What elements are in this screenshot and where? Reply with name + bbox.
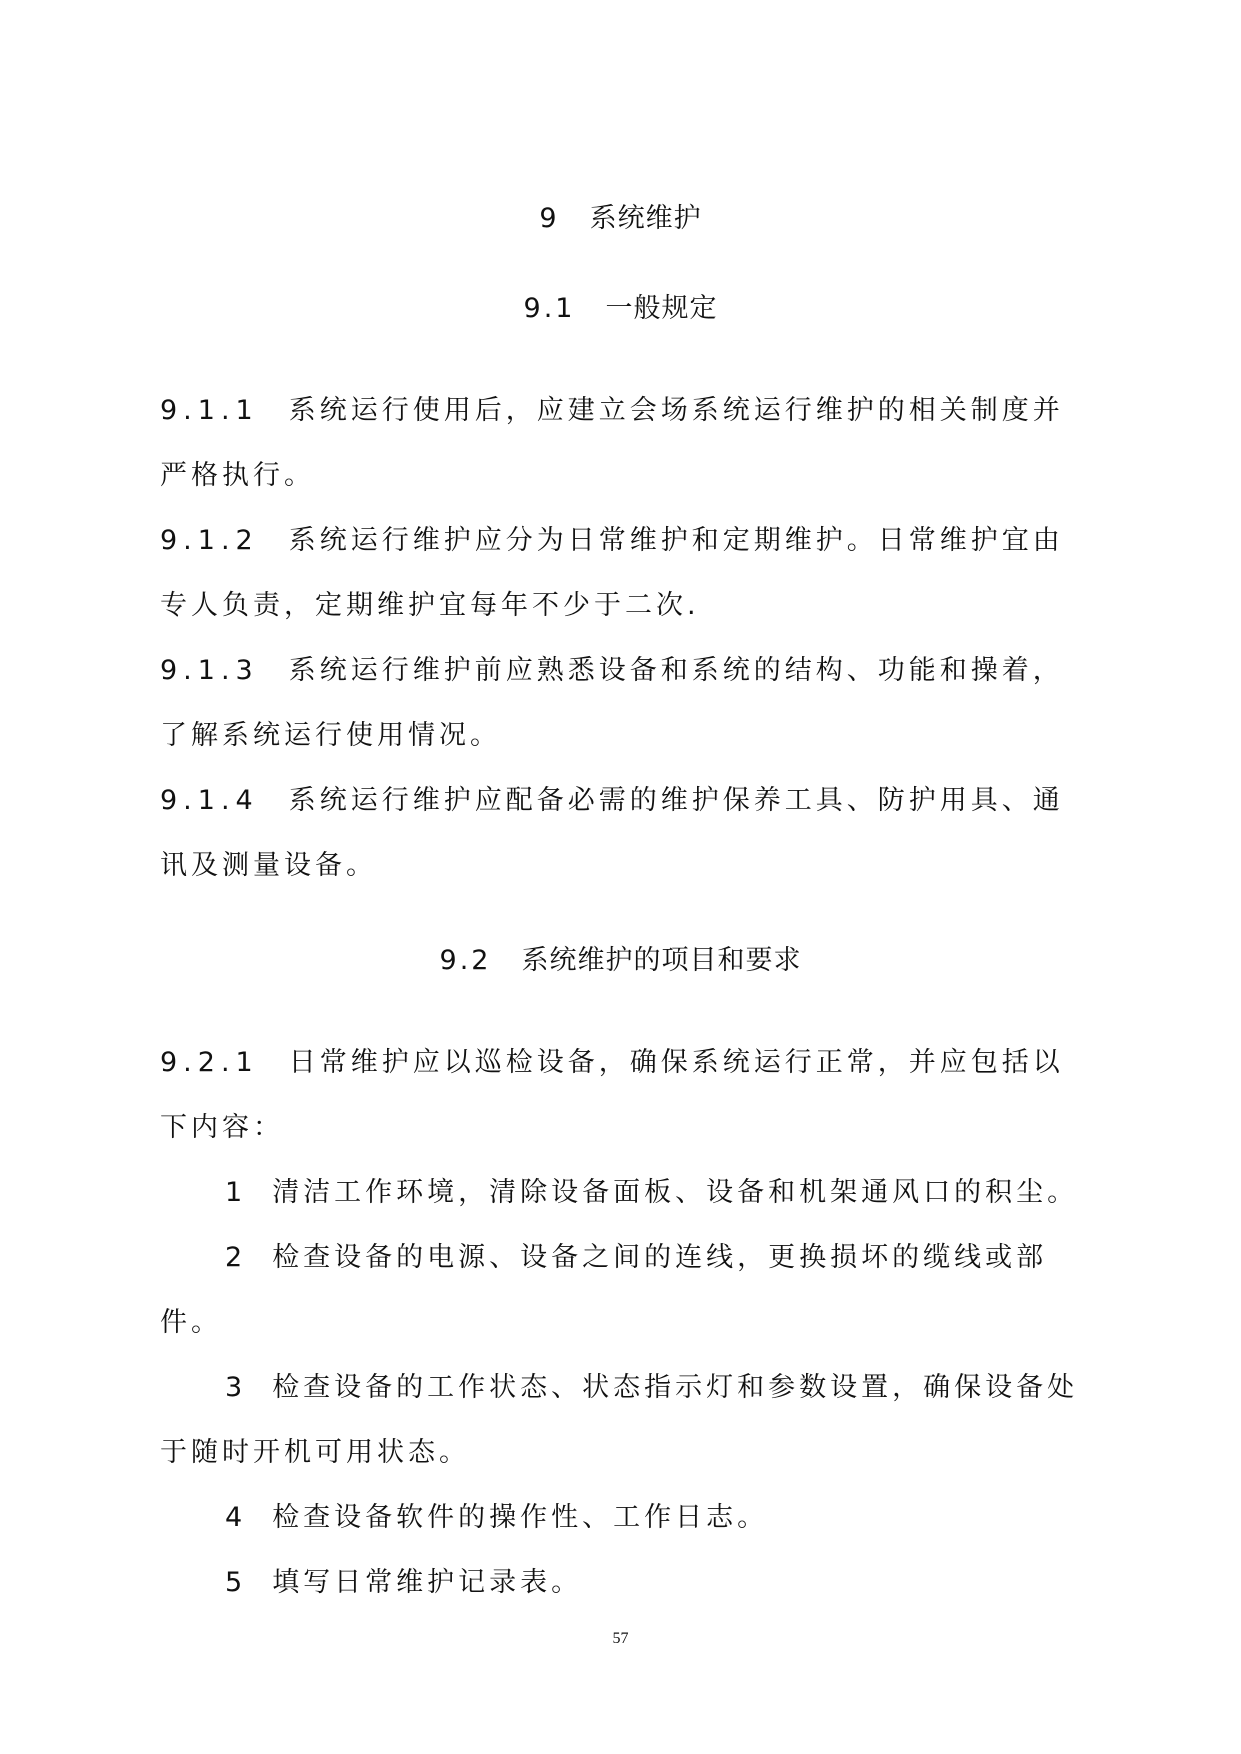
clause-9-2-1	[160, 1030, 1090, 1160]
clause-text: 日常维护应以巡检设备，确保系统运行正常，并应包括以下内容：	[160, 1047, 1064, 1143]
list-item-text: 清洁工作环境，清除设备面板、设备和机架通风口的积尘。	[272, 1177, 1079, 1208]
section-number: 9.2	[439, 945, 492, 976]
section-title-text: 系统维护的项目和要求	[521, 945, 802, 976]
chapter-title	[0, 196, 1241, 235]
list-item	[160, 1485, 1090, 1550]
list-item-number: 1	[225, 1177, 247, 1208]
clause-number: 9.1.3	[160, 655, 259, 686]
list-item	[160, 1355, 1090, 1485]
clause-text: 系统运行使用后，应建立会场系统运行维护的相关制度并严格执行。	[160, 395, 1064, 491]
clause-9-1-2	[160, 508, 1090, 638]
list-item-text: 检查设备的电源、设备之间的连线，更换损坏的缆线或部件。	[160, 1242, 1048, 1338]
list-item-number: 5	[225, 1567, 247, 1598]
clause-text: 系统运行维护应分为日常维护和定期维护。日常维护宜由专人负责，定期维护宜每年不少于二次.	[160, 525, 1064, 621]
chapter-number: 9	[539, 203, 560, 234]
clause-number: 9.1.4	[160, 785, 259, 816]
chapter-title-text: 系统维护	[589, 203, 702, 234]
list-item-number: 2	[225, 1242, 247, 1273]
clause-number: 9.1.2	[160, 525, 259, 556]
list-item-number: 3	[225, 1372, 247, 1403]
list-item	[160, 1225, 1090, 1355]
clause-9-1-3	[160, 638, 1090, 768]
list-item-text: 填写日常维护记录表。	[272, 1567, 583, 1598]
clause-number: 9.2.1	[160, 1047, 259, 1078]
list-item	[160, 1550, 1090, 1615]
section-title-9-1	[0, 286, 1241, 325]
clause-text: 系统运行维护应配备必需的维护保养工具、防护用具、通讯及测量设备。	[160, 785, 1064, 881]
clause-text: 系统运行维护前应熟悉设备和系统的结构、功能和操着，了解系统运行使用情况。	[160, 655, 1064, 751]
list-item	[160, 1160, 1090, 1225]
clause-9-1-4	[160, 768, 1090, 898]
clause-9-1-1	[160, 378, 1090, 508]
section-title-text: 一般规定	[605, 293, 718, 324]
page-number: 57	[612, 1630, 629, 1647]
section-title-9-2	[0, 938, 1241, 977]
list-item-number: 4	[225, 1502, 247, 1533]
list-item-text: 检查设备软件的操作性、工作日志。	[272, 1502, 769, 1533]
list-item-text: 检查设备的工作状态、状态指示灯和参数设置，确保设备处于随时开机可用状态。	[160, 1372, 1079, 1468]
clause-number: 9.1.1	[160, 395, 259, 426]
section-number: 9.1	[523, 293, 576, 324]
